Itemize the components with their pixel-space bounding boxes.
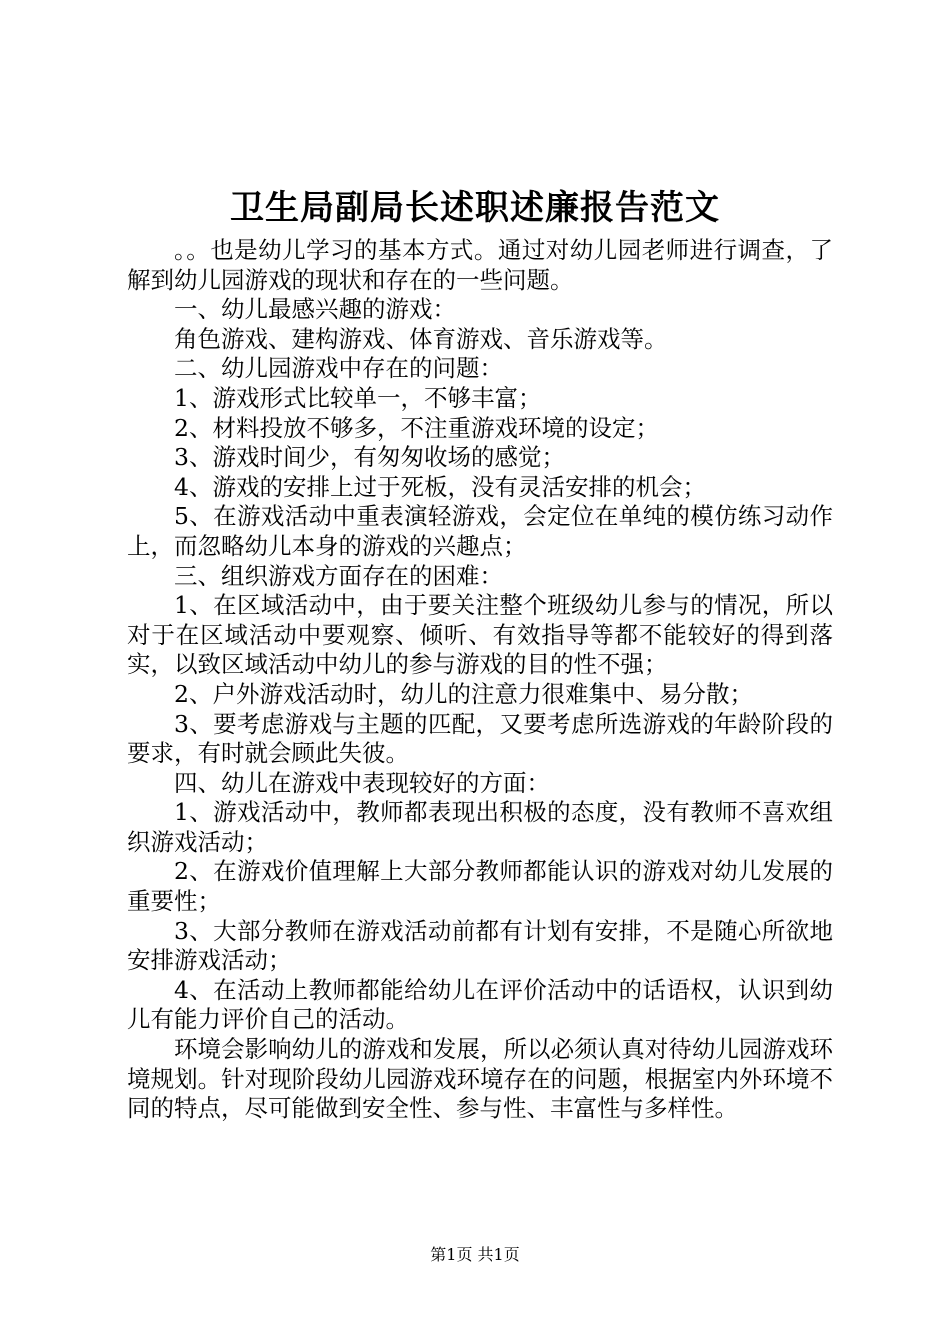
page-footer: 第1页 共1页 — [430, 1245, 520, 1264]
paragraph: 1、游戏形式比较单一，不够丰富； — [174, 383, 542, 412]
paragraph: 环境会影响幼儿的游戏和发展，所以必须认真对待幼儿园游戏环境规划。针对现阶段幼儿园游戏环境存在的问题，根据室内外环境不同的特点，尽可能做到安全性、参与性、丰富性与多样性。 — [127, 1035, 833, 1123]
paragraph: 4、游戏的安排上过于死板，没有灵活安排的机会； — [174, 472, 706, 501]
paragraph: 3、大部分教师在游戏活动前都有计划有安排，不是随心所欲地安排游戏活动； — [127, 916, 833, 975]
paragraph: 三、组织游戏方面存在的困难： — [174, 561, 503, 590]
paragraph: 3、游戏时间少，有匆匆收场的感觉； — [174, 443, 565, 472]
document-body — [127, 236, 833, 1124]
paragraph: 2、材料投放不够多，不注重游戏环境的设定； — [174, 413, 659, 442]
paragraph: 5、在游戏活动中重表演轻游戏，会定位在单纯的模仿练习动作上，而忽略幼儿本身的游戏的兴趣点； — [127, 502, 833, 560]
paragraph: 二、幼儿园游戏中存在的问题： — [174, 354, 503, 383]
paragraph: 一、幼儿最感兴趣的游戏： — [174, 295, 456, 324]
paragraph: 1、游戏活动中，教师都表现出积极的态度，没有教师不喜欢组织游戏活动； — [127, 798, 833, 856]
paragraph: 3、要考虑游戏与主题的匹配，又要考虑所选游戏的年龄阶段的要求，有时就会顾此失彼。 — [127, 709, 833, 768]
paragraph: 角色游戏、建构游戏、体育游戏、音乐游戏等。 — [174, 324, 668, 353]
paragraph: 2、户外游戏活动时，幼儿的注意力很难集中、易分散； — [174, 679, 753, 708]
paragraph: 四、幼儿在游戏中表现较好的方面： — [174, 768, 550, 797]
paragraph: 4、在活动上教师都能给幼儿在评价活动中的话语权，认识到幼儿有能力评价自己的活动。 — [127, 975, 833, 1034]
paragraph: 。。也是幼儿学习的基本方式。通过对幼儿园老师进行调查，了解到幼儿园游戏的现状和存在的一些问题。 — [127, 236, 833, 294]
document-title: 卫生局副局长述职述廉报告范文 — [230, 188, 720, 228]
paragraph: 2、在游戏价值理解上大部分教师都能认识的游戏对幼儿发展的重要性； — [127, 857, 833, 916]
paragraph: 1、在区域活动中，由于要关注整个班级幼儿参与的情况，所以对于在区域活动中要观察、倾听、有效指导等都不能较好的得到落实，以致区域活动中幼儿的参与游戏的目的性不强； — [127, 591, 833, 679]
